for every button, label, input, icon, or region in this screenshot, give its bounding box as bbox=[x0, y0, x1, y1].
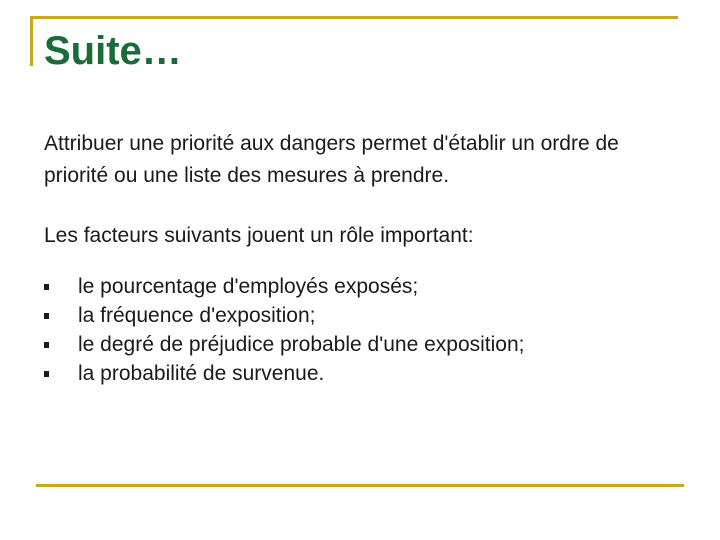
slide-body bbox=[44, 128, 684, 388]
list-item-text: le degré de préjudice probable d'une exposition; bbox=[78, 333, 525, 356]
square-bullet-icon bbox=[44, 313, 49, 319]
square-bullet-icon bbox=[44, 342, 49, 348]
frame-bottom-rule bbox=[36, 484, 684, 487]
factors-heading: Les facteurs suivants jouent un rôle important: bbox=[44, 224, 474, 247]
frame-top-rule bbox=[30, 16, 678, 19]
list-item-text: la probabilité de survenue. bbox=[78, 362, 325, 385]
slide-title: Suite… bbox=[44, 29, 182, 73]
list-item bbox=[44, 359, 684, 388]
factors-list bbox=[44, 272, 684, 388]
square-bullet-icon bbox=[44, 284, 49, 290]
list-item-text: la fréquence d'exposition; bbox=[78, 304, 316, 327]
list-item bbox=[44, 330, 684, 359]
list-item bbox=[44, 272, 684, 301]
square-bullet-icon bbox=[44, 371, 49, 377]
list-item bbox=[44, 301, 684, 330]
frame-left-rule bbox=[30, 16, 33, 66]
intro-paragraph: Attribuer une priorité aux dangers permet d'établir un ordre de priorité ou une liste des mesures à prendre. bbox=[44, 132, 619, 187]
list-item-text: le pourcentage d'employés exposés; bbox=[78, 275, 419, 298]
